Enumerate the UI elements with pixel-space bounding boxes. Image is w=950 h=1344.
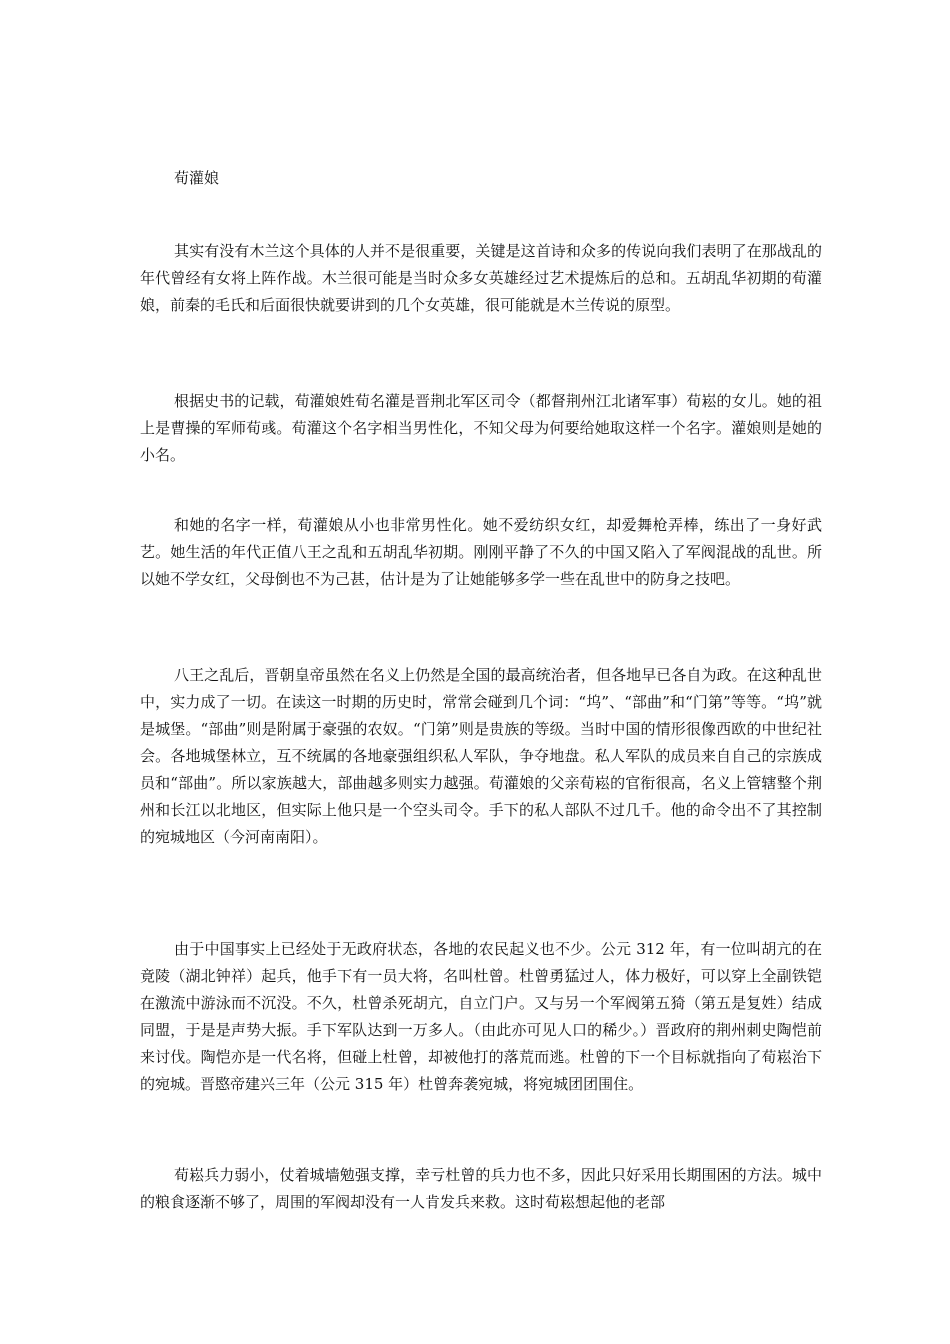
document-title: 荀灌娘 xyxy=(174,169,220,187)
paragraph-6: 荀崧兵力弱小，仗着城墙勉强支撑，幸亏杜曾的兵力也不多，因此只好采用长期围困的方法。城中的粮食逐渐不够了，周围的军阀却没有一人肯发兵来救。这时荀崧想起他的老部 xyxy=(140,1166,822,1211)
paragraph-2: 根据史书的记载，荀灌娘姓荀名灌是晋荆北军区司令（都督荆州江北诸军事）荀崧的女儿。她的祖上是曹操的军师荀彧。荀灌这个名字相当男性化，不知父母为何要给她取这样一个名字。灌娘则是她的小名。 xyxy=(140,392,822,464)
paragraph-5: 由于中国事实上已经处于无政府状态，各地的农民起义也不少。公元 312 年，有一位叫胡亢的在竟陵（湖北钟祥）起兵，他手下有一员大将，名叫杜曾。杜曾勇猛过人，体力极好，可以穿上全副铁铠在激流中游泳而不沉没。不久，杜曾杀死胡亢，自立门户。又与另一个军阀第五猗（第五是复姓）结成同盟，于是是声势大振。手下军队达到一万多人。（由此亦可见人口的稀少。）晋政府的荆州刺史陶恺前来讨伐。陶恺亦是一代名将，但碰上杜曾，却被他打的落荒而逃。杜曾的下一个目标就指向了荀崧治下的宛城。晋愍帝建兴三年（公元 315 年）杜曾奔袭宛城，将宛城团团围住。 xyxy=(140,940,822,1093)
paragraph-1: 其实有没有木兰这个具体的人并不是很重要，关键是这首诗和众多的传说向我们表明了在那战乱的年代曾经有女将上阵作战。木兰很可能是当时众多女英雄经过艺术提炼后的总和。五胡乱华初期的荀灌娘，前秦的毛氏和后面很快就要讲到的几个女英雄，很可能就是木兰传说的原型。 xyxy=(140,242,822,314)
paragraph-4: 八王之乱后，晋朝皇帝虽然在名义上仍然是全国的最高统治者，但各地早已各自为政。在这种乱世中，实力成了一切。在读这一时期的历史时，常常会碰到几个词：“坞”、“部曲”和“门第”等等。“坞”就是城堡。“部曲”则是附属于豪强的农奴。“门第”则是贵族的等级。当时中国的情形很像西欧的中世纪社会。各地城堡林立，互不统属的各地豪强组织私人军队，争夺地盘。私人军队的成员来自自己的宗族成员和“部曲”。所以家族越大，部曲越多则实力越强。荀灌娘的父亲荀崧的官衔很高，名义上管辖整个荆州和长江以北地区，但实际上他只是一个空头司令。手下的私人部队不过几千。他的命令出不了其控制的宛城地区（今河南南阳）。 xyxy=(140,666,822,846)
paragraph-3: 和她的名字一样，荀灌娘从小也非常男性化。她不爱纺织女红，却爱舞枪弄棒，练出了一身好武艺。她生活的年代正值八王之乱和五胡乱华初期。刚刚平静了不久的中国又陷入了军阀混战的乱世。所以她不学女红，父母倒也不为己甚，估计是为了让她能够多学一些在乱世中的防身之技吧。 xyxy=(140,516,822,588)
